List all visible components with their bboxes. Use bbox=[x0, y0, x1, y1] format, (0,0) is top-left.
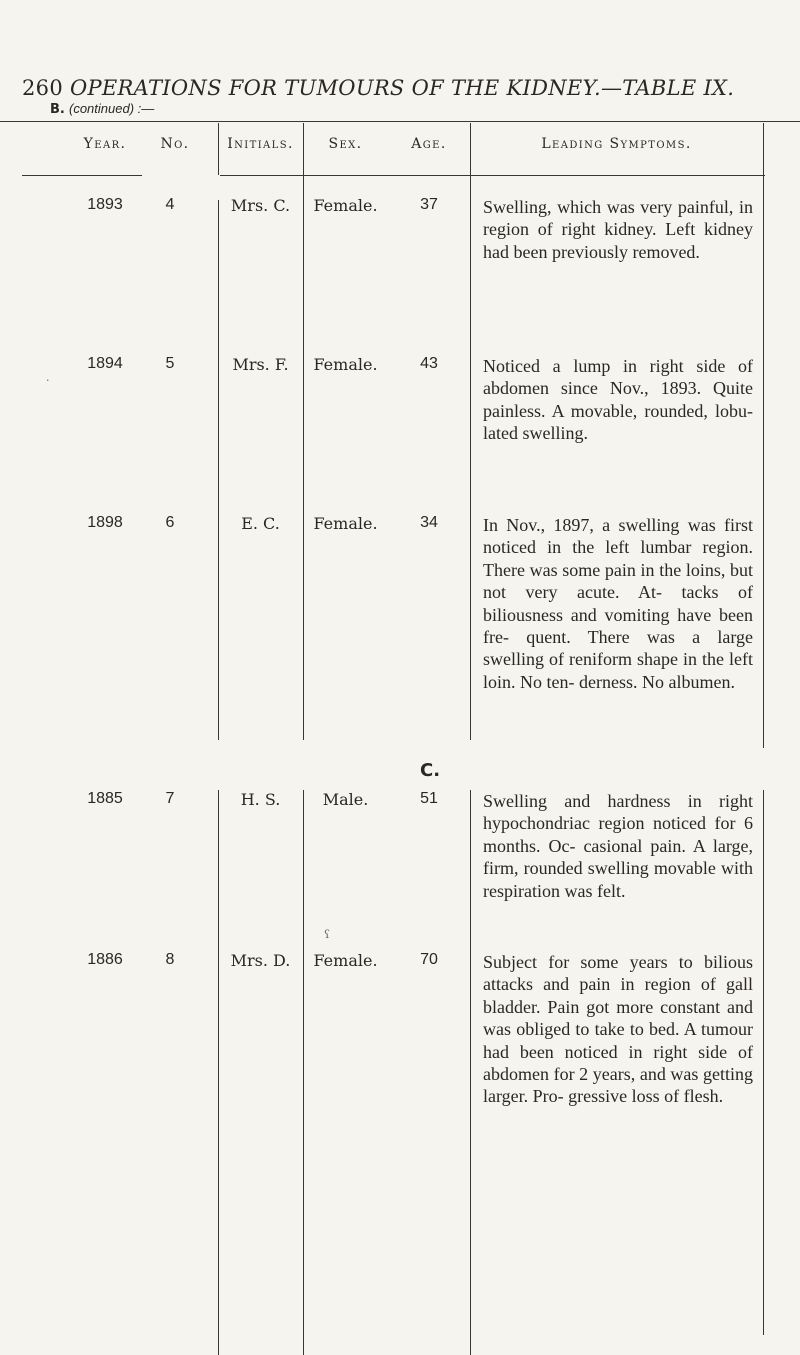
cell-no: 5 bbox=[165, 355, 175, 372]
page-title: OPERATIONS FOR TUMOURS OF THE KIDNEY.—TABLE IX. bbox=[69, 76, 735, 100]
cell-symptoms: Noticed a lump in right side of abdomen since Nov., 1893. Quite painless. A movable, rounded, lobu- lated swelling. bbox=[483, 356, 753, 444]
section-c-label: C. bbox=[420, 760, 441, 781]
column-divider bbox=[470, 790, 471, 1355]
print-speck: · bbox=[46, 374, 50, 387]
column-header-symptoms: Leading Symptoms. bbox=[541, 136, 692, 152]
cell-symptoms: In Nov., 1897, a swelling was first noticed in the left lumbar region. There was some pain in the loins, but not very acute. At- tacks of biliousness and vomiting have been fre- quent. There was a large swelling of reniform shape in the left loin. No ten- derness. No albumen. bbox=[483, 515, 753, 692]
section-b-letter: B. bbox=[50, 102, 65, 117]
cell-no: 7 bbox=[165, 790, 175, 807]
column-divider bbox=[303, 790, 304, 1355]
table-top-rule bbox=[0, 121, 800, 122]
cell-sex: Female. bbox=[313, 196, 378, 215]
cell-age: 51 bbox=[420, 790, 438, 807]
cell-year: 1894 bbox=[87, 355, 123, 372]
section-b-note: (continued) :— bbox=[69, 101, 155, 116]
page-header bbox=[22, 76, 734, 100]
column-header-age: Age. bbox=[411, 136, 447, 152]
column-divider bbox=[303, 123, 304, 740]
column-divider bbox=[218, 200, 219, 740]
column-header-sex: Sex. bbox=[328, 136, 363, 152]
cell-year: 1893 bbox=[87, 196, 123, 213]
header-bottom-rule bbox=[22, 175, 142, 176]
cell-sex: Female. bbox=[313, 355, 378, 374]
cell-initials: E. C. bbox=[241, 514, 280, 533]
cell-sex: Female. bbox=[313, 951, 378, 970]
cell-initials: Mrs. C. bbox=[230, 196, 291, 215]
cell-symptoms: Subject for some years to bilious attacks and pain in region of gall bladder. Pain got more constant and was obliged to take to bed. A tumour had been noticed in right side of abdomen for 2 years, and was getting larger. Pro- gressive loss of flesh. bbox=[483, 952, 753, 1107]
cell-no: 4 bbox=[165, 196, 175, 213]
cell-age: 34 bbox=[420, 514, 438, 531]
cell-sex: Male. bbox=[322, 790, 369, 809]
cell-age: 43 bbox=[420, 355, 438, 372]
cell-no: 6 bbox=[165, 514, 175, 531]
cell-initials: H. S. bbox=[240, 790, 281, 809]
cell-year: 1898 bbox=[87, 514, 123, 531]
cell-initials: Mrs. D. bbox=[230, 951, 291, 970]
header-bottom-rule bbox=[470, 175, 765, 176]
column-divider bbox=[763, 790, 764, 1335]
header-bottom-rule bbox=[220, 175, 470, 176]
print-speck: ʕ bbox=[324, 928, 330, 941]
section-b-label bbox=[50, 101, 154, 117]
cell-age: 37 bbox=[420, 196, 438, 213]
column-header-year: Year. bbox=[83, 136, 127, 152]
column-divider bbox=[763, 123, 764, 748]
page-number: 260 bbox=[22, 76, 63, 100]
cell-symptoms: Swelling, which was very painful, in region of right kidney. Left kidney had been previously removed. bbox=[483, 197, 753, 262]
cell-initials: Mrs. F. bbox=[232, 355, 289, 374]
column-divider bbox=[470, 123, 471, 740]
cell-sex: Female. bbox=[313, 514, 378, 533]
cell-year: 1886 bbox=[87, 951, 123, 968]
column-divider bbox=[218, 790, 219, 1355]
column-header-no: No. bbox=[160, 136, 190, 152]
cell-age: 70 bbox=[420, 951, 438, 968]
cell-symptoms: Swelling and hardness in right hypochondriac region noticed for 6 months. Oc- casional pain. A large, firm, rounded swelling movable with respiration was felt. bbox=[483, 791, 753, 901]
cell-year: 1885 bbox=[87, 790, 123, 807]
column-header-initials: Initials. bbox=[227, 136, 294, 152]
cell-no: 8 bbox=[165, 951, 175, 968]
